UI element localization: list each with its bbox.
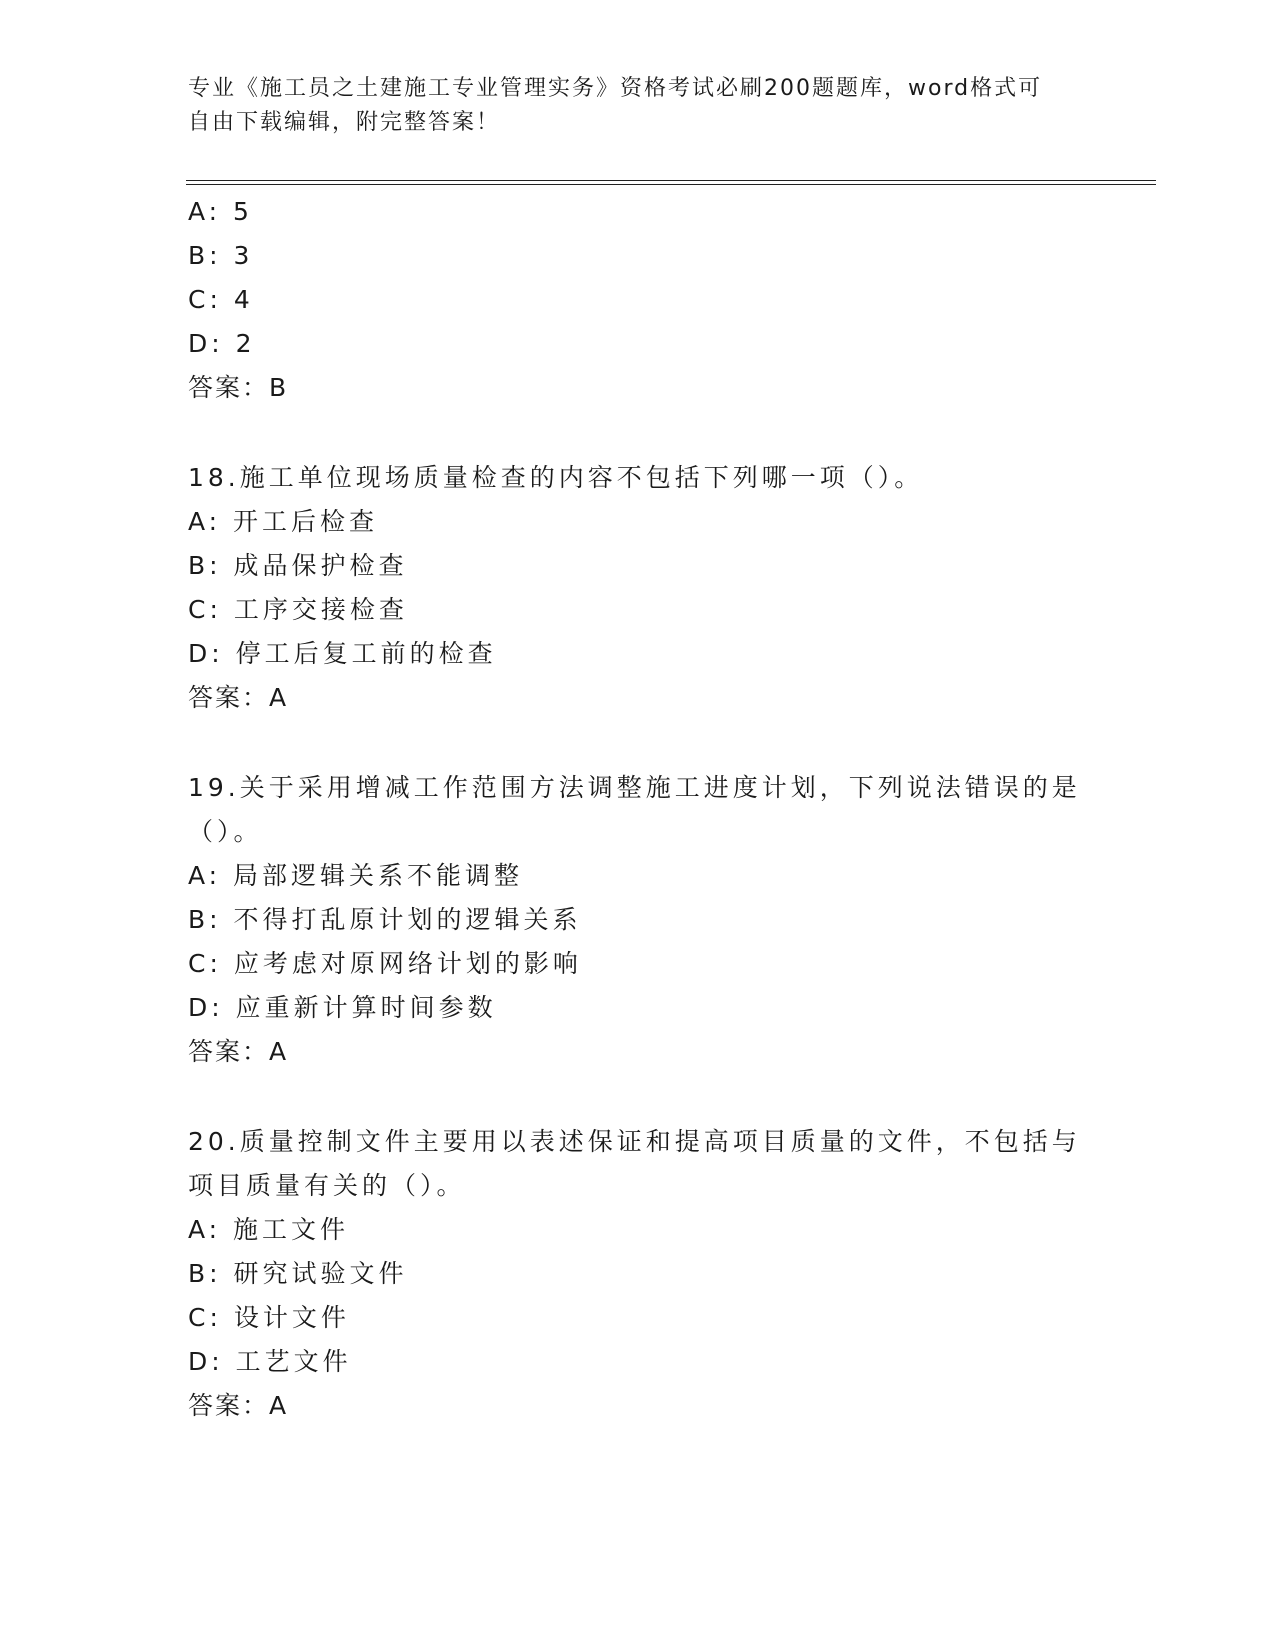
header-line-1: 专业《施工员之土建施工专业管理实务》资格考试必刷200题题库，word格式可 — [188, 76, 1043, 101]
q19-question-line-2: （）。 — [188, 817, 263, 846]
q17-option-d: D: 2 — [188, 329, 256, 358]
q19-question-line-1: 19.关于采用增减工作范围方法调整施工进度计划，下列说法错误的是 — [188, 773, 1081, 802]
q18-option-b: B: 成品保护检查 — [188, 551, 408, 580]
q18-question: 18.施工单位现场质量检查的内容不包括下列哪一项（）。 — [188, 463, 924, 492]
q20-answer: 答案：A — [188, 1391, 289, 1420]
header-line-2: 自由下载编辑，附完整答案！ — [188, 110, 501, 135]
q17-answer: 答案：B — [188, 373, 289, 402]
q20-option-b: B: 研究试验文件 — [188, 1259, 408, 1288]
q19-answer: 答案：A — [188, 1037, 289, 1066]
q20-question-line-2: 项目质量有关的（）。 — [188, 1171, 466, 1200]
q18-answer: 答案：A — [188, 683, 289, 712]
q20-option-c: C: 设计文件 — [188, 1303, 350, 1332]
q18-option-d: D: 停工后复工前的检查 — [188, 639, 497, 668]
q20-option-a: A: 施工文件 — [188, 1215, 350, 1244]
q20-option-d: D: 工艺文件 — [188, 1347, 352, 1376]
q19-option-a: A: 局部逻辑关系不能调整 — [188, 861, 524, 890]
document-header — [188, 72, 1088, 140]
header-rule-top — [186, 180, 1156, 181]
q18-option-a: A: 开工后检查 — [188, 507, 379, 536]
q17-option-a: A: 5 — [188, 197, 253, 226]
q20-question-line-1: 20.质量控制文件主要用以表述保证和提高项目质量的文件，不包括与 — [188, 1127, 1081, 1156]
q19-option-d: D: 应重新计算时间参数 — [188, 993, 497, 1022]
q19-option-b: B: 不得打乱原计划的逻辑关系 — [188, 905, 582, 934]
q17-option-c: C: 4 — [188, 285, 254, 314]
q19-option-c: C: 应考虑对原网络计划的影响 — [188, 949, 582, 978]
q18-option-c: C: 工序交接检查 — [188, 595, 408, 624]
header-rule-bottom — [186, 184, 1156, 185]
q17-option-b: B: 3 — [188, 241, 254, 270]
